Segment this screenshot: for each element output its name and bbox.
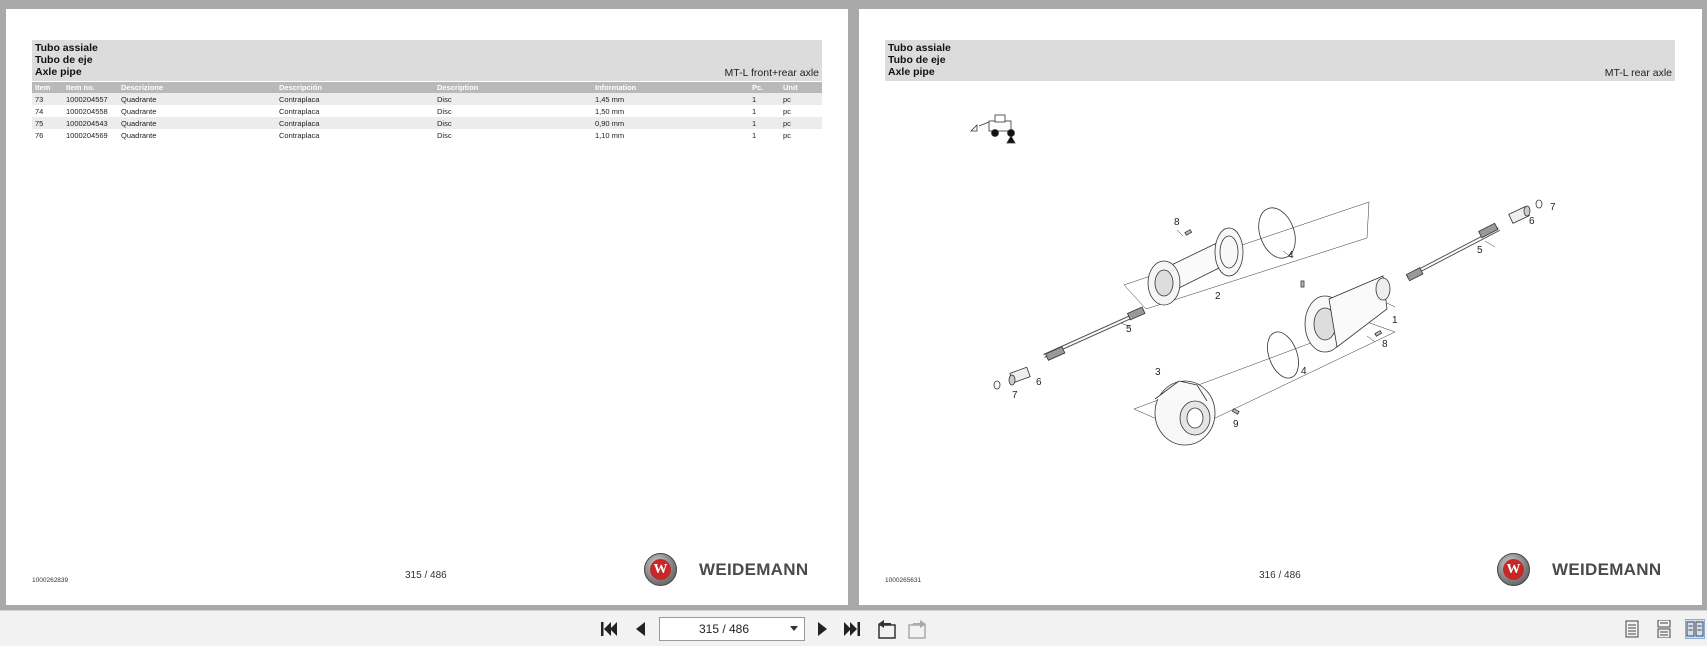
callout-label: 5 — [1126, 324, 1132, 335]
go-back-icon — [876, 619, 896, 639]
cell-description: Disc — [434, 117, 592, 129]
seal-ring — [1262, 328, 1305, 383]
column-header: Pc. — [749, 82, 780, 93]
page-number: 315 / 486 — [405, 570, 447, 581]
cell-item: 76 — [32, 129, 63, 141]
page-number: 316 / 486 — [1259, 570, 1301, 581]
cell-descrizione: Quadrante — [118, 105, 276, 117]
callout-label: 6 — [1036, 377, 1042, 388]
cell-pc: 1 — [749, 129, 780, 141]
column-header: Unit — [780, 82, 822, 93]
cell-item-no: 1000204543 — [63, 117, 118, 129]
cell-descripcion: Contraplaca — [276, 117, 434, 129]
logo-emblem-icon: W — [644, 553, 677, 586]
cell-information: 1,50 mm — [592, 105, 749, 117]
document-id: 1000262839 — [32, 577, 69, 584]
cell-descripcion: Contraplaca — [276, 129, 434, 141]
callout-label: 8 — [1174, 217, 1180, 228]
title-spanish: Tubo de eje — [888, 54, 946, 66]
document-id: 1000265631 — [885, 577, 922, 584]
housing-2 — [1148, 228, 1243, 305]
title-italian: Tubo assiale — [35, 42, 98, 54]
brand-name: WEIDEMANN — [699, 560, 809, 579]
title-english: Axle pipe — [35, 66, 82, 78]
go-forward-icon — [906, 619, 926, 639]
column-header: Item no. — [63, 82, 118, 93]
cell-description: Disc — [434, 93, 592, 105]
table-row — [32, 105, 822, 117]
callout-label: 4 — [1288, 250, 1294, 261]
first-page-button[interactable] — [599, 619, 619, 639]
cell-item: 75 — [32, 117, 63, 129]
cell-item: 74 — [32, 105, 63, 117]
cell-pc: 1 — [749, 93, 780, 105]
title-spanish: Tubo de eje — [35, 54, 93, 66]
machine-icon — [971, 115, 1015, 143]
single-page-view-button[interactable] — [1622, 619, 1642, 639]
model-label: MT-L front+rear axle — [724, 67, 819, 79]
right-page — [859, 9, 1702, 605]
cell-description: Disc — [434, 129, 592, 141]
cell-information: 1,10 mm — [592, 129, 749, 141]
logo-emblem-icon: W — [1497, 553, 1530, 586]
callout-label: 6 — [1529, 216, 1535, 227]
model-label: MT-L rear axle — [1604, 67, 1672, 79]
next-page-icon — [817, 621, 829, 637]
next-page-button[interactable] — [813, 619, 833, 639]
weidemann-logo — [644, 552, 844, 588]
cell-descrizione: Quadrante — [118, 93, 276, 105]
cell-item-no: 1000204557 — [63, 93, 118, 105]
table-row — [32, 129, 822, 141]
cell-item-no: 1000204558 — [63, 105, 118, 117]
go-forward-button[interactable] — [906, 619, 926, 639]
callout-label: 8 — [1382, 339, 1388, 350]
callout-label: 5 — [1477, 245, 1483, 256]
page-header — [32, 40, 822, 81]
cell-descrizione: Quadrante — [118, 117, 276, 129]
callout-label: 4 — [1301, 366, 1307, 377]
go-back-button[interactable] — [876, 619, 896, 639]
cell-unit: pc — [780, 93, 822, 105]
cell-unit: pc — [780, 117, 822, 129]
last-page-button[interactable] — [842, 619, 862, 639]
parts-table — [32, 82, 822, 141]
callout-label: 7 — [1550, 202, 1556, 213]
column-header: Information — [592, 82, 749, 93]
brand-name: WEIDEMANN — [1552, 560, 1662, 579]
cell-information: 1,45 mm — [592, 93, 749, 105]
facing-pages-view-button[interactable] — [1685, 619, 1705, 639]
cell-description: Disc — [434, 105, 592, 117]
first-page-icon — [600, 621, 618, 637]
continuous-view-icon — [1656, 620, 1672, 638]
column-header: Item — [32, 82, 63, 93]
table-header-row — [32, 82, 822, 93]
left-page — [6, 9, 848, 605]
cell-unit: pc — [780, 129, 822, 141]
cell-descripcion: Contraplaca — [276, 93, 434, 105]
table-row — [32, 117, 822, 129]
last-page-icon — [843, 621, 861, 637]
facing-pages-view-icon — [1686, 621, 1704, 637]
callout-label: 9 — [1233, 419, 1239, 430]
cell-information: 0,90 mm — [592, 117, 749, 129]
cell-pc: 1 — [749, 117, 780, 129]
page-number-field[interactable]: 315 / 486 — [659, 617, 805, 641]
cell-descrizione: Quadrante — [118, 129, 276, 141]
callout-label: 3 — [1155, 367, 1161, 378]
housing-3 — [1155, 381, 1215, 445]
sleeve-left — [1009, 367, 1030, 385]
title-english: Axle pipe — [888, 66, 935, 78]
viewer-toolbar — [0, 610, 1707, 646]
column-header: Description — [434, 82, 592, 93]
cell-unit: pc — [780, 105, 822, 117]
single-page-view-icon — [1624, 620, 1640, 638]
shaft-right — [1406, 223, 1499, 281]
chevron-down-icon[interactable] — [790, 626, 798, 631]
column-header: Descrizione — [118, 82, 276, 93]
exploded-view-drawing — [859, 9, 1702, 605]
sleeve-right — [1509, 206, 1530, 223]
cell-item-no: 1000204569 — [63, 129, 118, 141]
callout-label: 7 — [1012, 390, 1018, 401]
page-title — [35, 42, 98, 78]
previous-page-button[interactable] — [630, 619, 650, 639]
table-row — [32, 93, 822, 105]
previous-page-icon — [634, 621, 646, 637]
continuous-view-button[interactable] — [1654, 619, 1674, 639]
title-italian: Tubo assiale — [888, 42, 951, 54]
cell-pc: 1 — [749, 105, 780, 117]
callout-label: 2 — [1215, 291, 1221, 302]
cell-descripcion: Contraplaca — [276, 105, 434, 117]
callout-label: 1 — [1392, 315, 1398, 326]
cell-item: 73 — [32, 93, 63, 105]
column-header: Descripción — [276, 82, 434, 93]
weidemann-logo — [1497, 552, 1697, 588]
